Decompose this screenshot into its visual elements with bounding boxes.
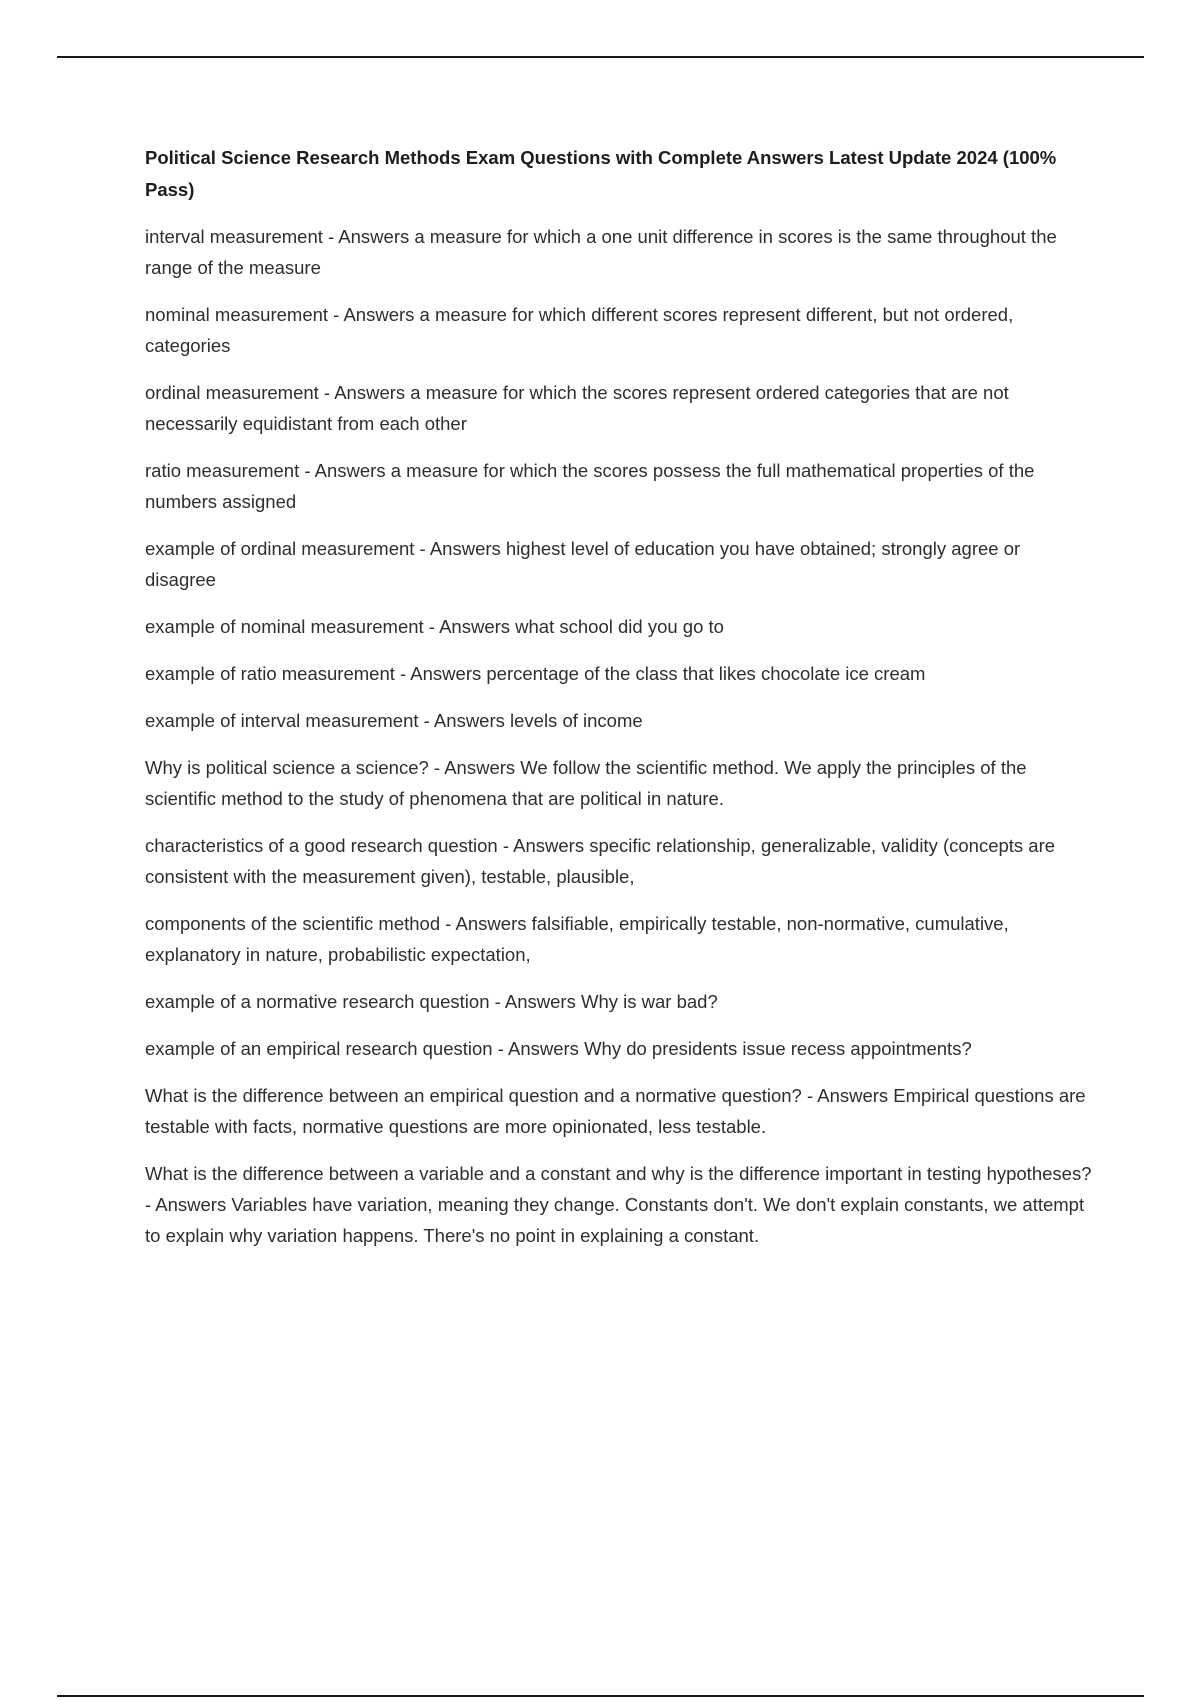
qa-entry: ordinal measurement - Answers a measure for which the scores represent ordered categories that are not necessarily equidistant from each other — [145, 382, 1009, 434]
qa-entry: ratio measurement - Answers a measure for which the scores possess the full mathematical properties of the numbers assigned — [145, 460, 1035, 512]
document-body — [145, 142, 1095, 1267]
qa-entry: example of an empirical research question - Answers Why do presidents issue recess appointments? — [145, 1038, 972, 1059]
qa-entry: example of ratio measurement - Answers percentage of the class that likes chocolate ice cream — [145, 663, 926, 684]
qa-entry: characteristics of a good research question - Answers specific relationship, generalizable, validity (concepts are consistent with the measurement given), testable, plausible, — [145, 835, 1056, 887]
qa-entry: Why is political science a science? - Answers We follow the scientific method. We apply the principles of the scientific method to the study of phenomena that are political in nature. — [145, 757, 1027, 809]
footer-rule — [57, 1695, 1144, 1697]
qa-entry: example of ordinal measurement - Answers highest level of education you have obtained; strongly agree or disagree — [145, 538, 1021, 590]
qa-entry: interval measurement - Answers a measure for which a one unit difference in scores is the same throughout the range of the measure — [145, 226, 1057, 278]
header-rule — [57, 56, 1144, 58]
qa-entry: nominal measurement - Answers a measure for which different scores represent different, but not ordered, categories — [145, 304, 1014, 356]
qa-entry: example of a normative research question - Answers Why is war bad? — [145, 991, 718, 1012]
qa-entry: example of interval measurement - Answers levels of income — [145, 710, 643, 731]
qa-entry: components of the scientific method - Answers falsifiable, empirically testable, non-normative, cumulative, explanatory in nature, probabilistic expectation, — [145, 913, 1009, 965]
document-title: Political Science Research Methods Exam Questions with Complete Answers Latest Update 2024 (100% Pass) — [145, 147, 1057, 200]
qa-entry: example of nominal measurement - Answers what school did you go to — [145, 616, 724, 637]
qa-entry: What is the difference between a variable and a constant and why is the difference important in testing hypotheses? - Answers Variables have variation, meaning they change. Constants don't. We don't explain constants, we attempt to explain why variation happens. There's no point in explaining a constant. — [145, 1163, 1092, 1246]
qa-entry: What is the difference between an empirical question and a normative question? - Answers Empirical questions are testable with facts, normative questions are more opinionated, less testable. — [145, 1085, 1086, 1137]
